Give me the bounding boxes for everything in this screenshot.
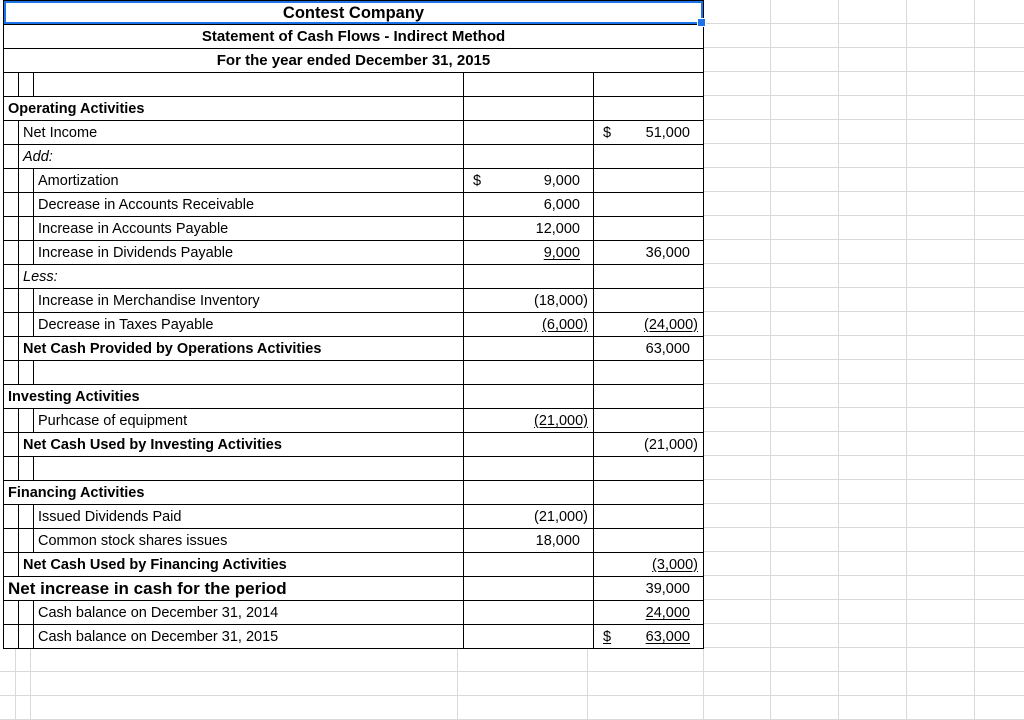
row-label-cell[interactable] (34, 289, 464, 313)
amount (594, 601, 703, 624)
amount-cell-detail[interactable] (464, 625, 594, 649)
amount-cell-detail[interactable] (464, 121, 594, 145)
row-label-cell[interactable] (4, 577, 464, 601)
amount (594, 577, 703, 600)
row-label-cell[interactable] (34, 193, 464, 217)
indent-cell[interactable] (19, 601, 34, 625)
row-label-cell[interactable] (19, 433, 464, 457)
amount-value: 24,000 (645, 604, 690, 621)
row-label: Less: (23, 268, 58, 285)
indent-cell[interactable] (4, 529, 19, 553)
amount-cell-total[interactable] (594, 409, 704, 433)
row-label: Cash balance on December 31, 2014 (38, 604, 279, 621)
amount (594, 625, 703, 648)
amount (464, 241, 593, 264)
row-label-cell[interactable] (4, 385, 464, 409)
statement-row (4, 553, 704, 577)
spacer-row (4, 361, 704, 385)
amount (594, 553, 703, 576)
indent-cell[interactable] (19, 313, 34, 337)
amount-cell-total[interactable] (594, 577, 704, 601)
row-label-cell[interactable] (34, 601, 464, 625)
row-label-cell[interactable] (34, 625, 464, 649)
cash-flow-statement-table (3, 0, 704, 649)
amount-cell-total[interactable] (594, 361, 704, 385)
amount-value: 51,000 (645, 124, 690, 141)
indent-cell[interactable] (4, 553, 19, 577)
row-label-cell[interactable] (19, 121, 464, 145)
amount-cell-detail[interactable] (464, 505, 594, 529)
indent-cell[interactable] (19, 529, 34, 553)
amount-cell-total[interactable] (594, 553, 704, 577)
statement-row (4, 97, 704, 121)
indent-cell[interactable] (4, 265, 19, 289)
statement-row (4, 481, 704, 505)
amount-value: (21,000) (533, 412, 588, 429)
amount-cell-total[interactable] (594, 217, 704, 241)
amount-cell-total[interactable] (594, 601, 704, 625)
amount-cell-total[interactable] (594, 457, 704, 481)
indent-cell[interactable] (4, 73, 19, 97)
row-label: Amortization (38, 172, 119, 189)
row-label-cell[interactable] (34, 217, 464, 241)
title-row (4, 49, 704, 73)
amount-value: (21,000) (533, 508, 588, 525)
indent-cell[interactable] (4, 337, 19, 361)
amount-value: 18,000 (535, 532, 580, 549)
indent-cell[interactable] (4, 505, 19, 529)
row-label: Decrease in Taxes Payable (38, 316, 214, 333)
indent-cell[interactable] (4, 457, 19, 481)
amount-cell-detail[interactable] (464, 553, 594, 577)
indent-cell[interactable] (19, 289, 34, 313)
amount-value: (24,000) (643, 316, 698, 333)
indent-cell[interactable] (4, 361, 19, 385)
row-label: Increase in Merchandise Inventory (38, 292, 260, 309)
amount-value: 63,000 (645, 340, 690, 357)
indent-cell[interactable] (19, 409, 34, 433)
amount (594, 337, 703, 360)
amount-cell-detail[interactable] (464, 577, 594, 601)
amount (464, 313, 593, 336)
amount-value: 39,000 (645, 580, 690, 597)
indent-cell[interactable] (4, 145, 19, 169)
indent-cell[interactable] (4, 217, 19, 241)
amount-cell-detail[interactable] (464, 241, 594, 265)
statement-row (4, 433, 704, 457)
statement-row (4, 193, 704, 217)
amount-cell-total[interactable] (594, 385, 704, 409)
amount (464, 505, 593, 528)
row-label-cell[interactable] (34, 505, 464, 529)
sheet-title-text: Contest Company (282, 3, 425, 22)
row-label: Financing Activities (8, 484, 145, 501)
amount (464, 169, 593, 192)
currency-symbol: $ (473, 172, 482, 189)
indent-cell[interactable] (4, 169, 19, 193)
amount-cell-detail[interactable] (464, 361, 594, 385)
currency-symbol: $ (603, 628, 612, 645)
amount-cell-detail[interactable] (464, 433, 594, 457)
statement-row (4, 145, 704, 169)
row-label-cell[interactable] (4, 481, 464, 505)
statement-table-body (4, 1, 704, 649)
empty-grid-right[interactable] (703, 0, 1024, 720)
statement-row (4, 217, 704, 241)
amount (594, 241, 703, 264)
row-label-cell[interactable] (19, 553, 464, 577)
indent-cell[interactable] (4, 241, 19, 265)
row-label-cell[interactable] (34, 457, 464, 481)
indent-cell[interactable] (4, 313, 19, 337)
row-label-cell[interactable] (34, 361, 464, 385)
amount-cell-total[interactable] (594, 289, 704, 313)
indent-cell[interactable] (19, 505, 34, 529)
indent-cell[interactable] (4, 433, 19, 457)
amount-value: (18,000) (533, 292, 588, 309)
statement-row (4, 409, 704, 433)
amount (464, 529, 593, 552)
row-label-cell[interactable] (34, 169, 464, 193)
title-row (4, 25, 704, 49)
row-label-cell[interactable] (34, 529, 464, 553)
amount-cell-total[interactable] (594, 193, 704, 217)
row-label-cell[interactable] (34, 409, 464, 433)
spacer-row (4, 73, 704, 97)
amount-cell-detail[interactable] (464, 409, 594, 433)
statement-row (4, 625, 704, 649)
amount-cell-detail[interactable] (464, 97, 594, 121)
row-label: Increase in Dividends Payable (38, 244, 234, 261)
row-label: Net Cash Used by Investing Activities (23, 436, 282, 453)
indent-cell[interactable] (19, 217, 34, 241)
indent-cell[interactable] (4, 625, 19, 649)
title-cell[interactable] (4, 49, 704, 73)
row-label: Increase in Accounts Payable (38, 220, 229, 237)
indent-cell[interactable] (19, 361, 34, 385)
amount-cell-total[interactable] (594, 241, 704, 265)
amount-cell-total[interactable] (594, 169, 704, 193)
amount (464, 193, 593, 216)
indent-cell[interactable] (4, 289, 19, 313)
amount-value: 9,000 (543, 172, 580, 189)
amount-cell-total[interactable] (594, 73, 704, 97)
row-label-cell[interactable] (19, 337, 464, 361)
amount-cell-detail[interactable] (464, 73, 594, 97)
row-label-cell[interactable] (34, 73, 464, 97)
statement-row (4, 313, 704, 337)
amount (464, 289, 593, 312)
amount-value: 6,000 (543, 196, 580, 213)
amount-value: (3,000) (652, 556, 698, 573)
row-label: Decrease in Accounts Receivable (38, 196, 255, 213)
indent-cell[interactable] (19, 169, 34, 193)
row-label: Add: (23, 148, 53, 165)
amount-cell-total[interactable] (594, 265, 704, 289)
amount-cell-detail[interactable] (464, 457, 594, 481)
row-label-cell[interactable] (4, 97, 464, 121)
indent-cell[interactable] (19, 457, 34, 481)
row-label: Investing Activities (8, 388, 140, 405)
amount-cell-detail[interactable] (464, 169, 594, 193)
row-label: Cash balance on December 31, 2015 (38, 628, 279, 645)
indent-cell[interactable] (19, 241, 34, 265)
sheet-title-text: For the year ended December 31, 2015 (216, 51, 491, 69)
row-label-cell[interactable] (34, 313, 464, 337)
indent-cell[interactable] (19, 625, 34, 649)
amount-cell-detail[interactable] (464, 385, 594, 409)
row-label: Net Cash Used by Financing Activities (23, 556, 287, 573)
row-label-cell[interactable] (34, 241, 464, 265)
statement-row (4, 337, 704, 361)
statement-row (4, 241, 704, 265)
row-label: Net increase in cash for the period (8, 578, 287, 598)
indent-cell[interactable] (4, 409, 19, 433)
statement-row (4, 529, 704, 553)
row-label: Purhcase of equipment (38, 412, 188, 429)
amount-cell-total[interactable] (594, 313, 704, 337)
amount-cell-total[interactable] (594, 433, 704, 457)
amount-cell-detail[interactable] (464, 265, 594, 289)
indent-cell[interactable] (19, 193, 34, 217)
row-label: Net Cash Provided by Operations Activities (23, 340, 322, 357)
row-label: Operating Activities (8, 100, 145, 117)
amount (594, 433, 703, 456)
statement-row (4, 577, 704, 601)
amount-cell-detail[interactable] (464, 529, 594, 553)
amount (594, 313, 703, 336)
amount-value: 36,000 (645, 244, 690, 261)
statement-row (4, 265, 704, 289)
indent-cell[interactable] (4, 121, 19, 145)
statement-row (4, 385, 704, 409)
row-label-cell[interactable] (19, 145, 464, 169)
row-label-cell[interactable] (19, 265, 464, 289)
amount-cell-total[interactable] (594, 337, 704, 361)
title-cell[interactable] (4, 1, 704, 25)
amount-cell-total[interactable] (594, 505, 704, 529)
amount-value: 63,000 (645, 628, 690, 645)
row-label: Net Income (23, 124, 98, 141)
statement-row (4, 289, 704, 313)
statement-row (4, 121, 704, 145)
amount-value: (21,000) (643, 436, 698, 453)
amount-value: 12,000 (535, 220, 580, 237)
indent-cell[interactable] (4, 601, 19, 625)
title-cell[interactable] (4, 25, 704, 49)
amount-cell-total[interactable] (594, 625, 704, 649)
amount-cell-total[interactable] (594, 121, 704, 145)
amount-cell-detail[interactable] (464, 217, 594, 241)
amount-cell-total[interactable] (594, 145, 704, 169)
amount-cell-total[interactable] (594, 97, 704, 121)
amount-cell-detail[interactable] (464, 193, 594, 217)
indent-cell[interactable] (4, 193, 19, 217)
amount-cell-detail[interactable] (464, 337, 594, 361)
row-label: Common stock shares issues (38, 532, 228, 549)
amount (464, 217, 593, 240)
row-label: Issued Dividends Paid (38, 508, 182, 525)
statement-row (4, 601, 704, 625)
sheet-title-text: Statement of Cash Flows - Indirect Method (201, 27, 506, 45)
amount-cell-total[interactable] (594, 529, 704, 553)
amount-value: (6,000) (542, 316, 588, 333)
amount-value: 9,000 (543, 244, 580, 261)
empty-grid-bottom[interactable] (0, 648, 704, 720)
indent-cell[interactable] (19, 73, 34, 97)
amount-cell-detail[interactable] (464, 289, 594, 313)
amount-cell-total[interactable] (594, 481, 704, 505)
title-row (4, 1, 704, 25)
statement-row (4, 169, 704, 193)
amount-cell-detail[interactable] (464, 313, 594, 337)
amount (464, 409, 593, 432)
amount-cell-detail[interactable] (464, 481, 594, 505)
amount (594, 121, 703, 144)
currency-symbol: $ (603, 124, 612, 141)
amount-cell-detail[interactable] (464, 145, 594, 169)
statement-row (4, 505, 704, 529)
amount-cell-detail[interactable] (464, 601, 594, 625)
spacer-row (4, 457, 704, 481)
